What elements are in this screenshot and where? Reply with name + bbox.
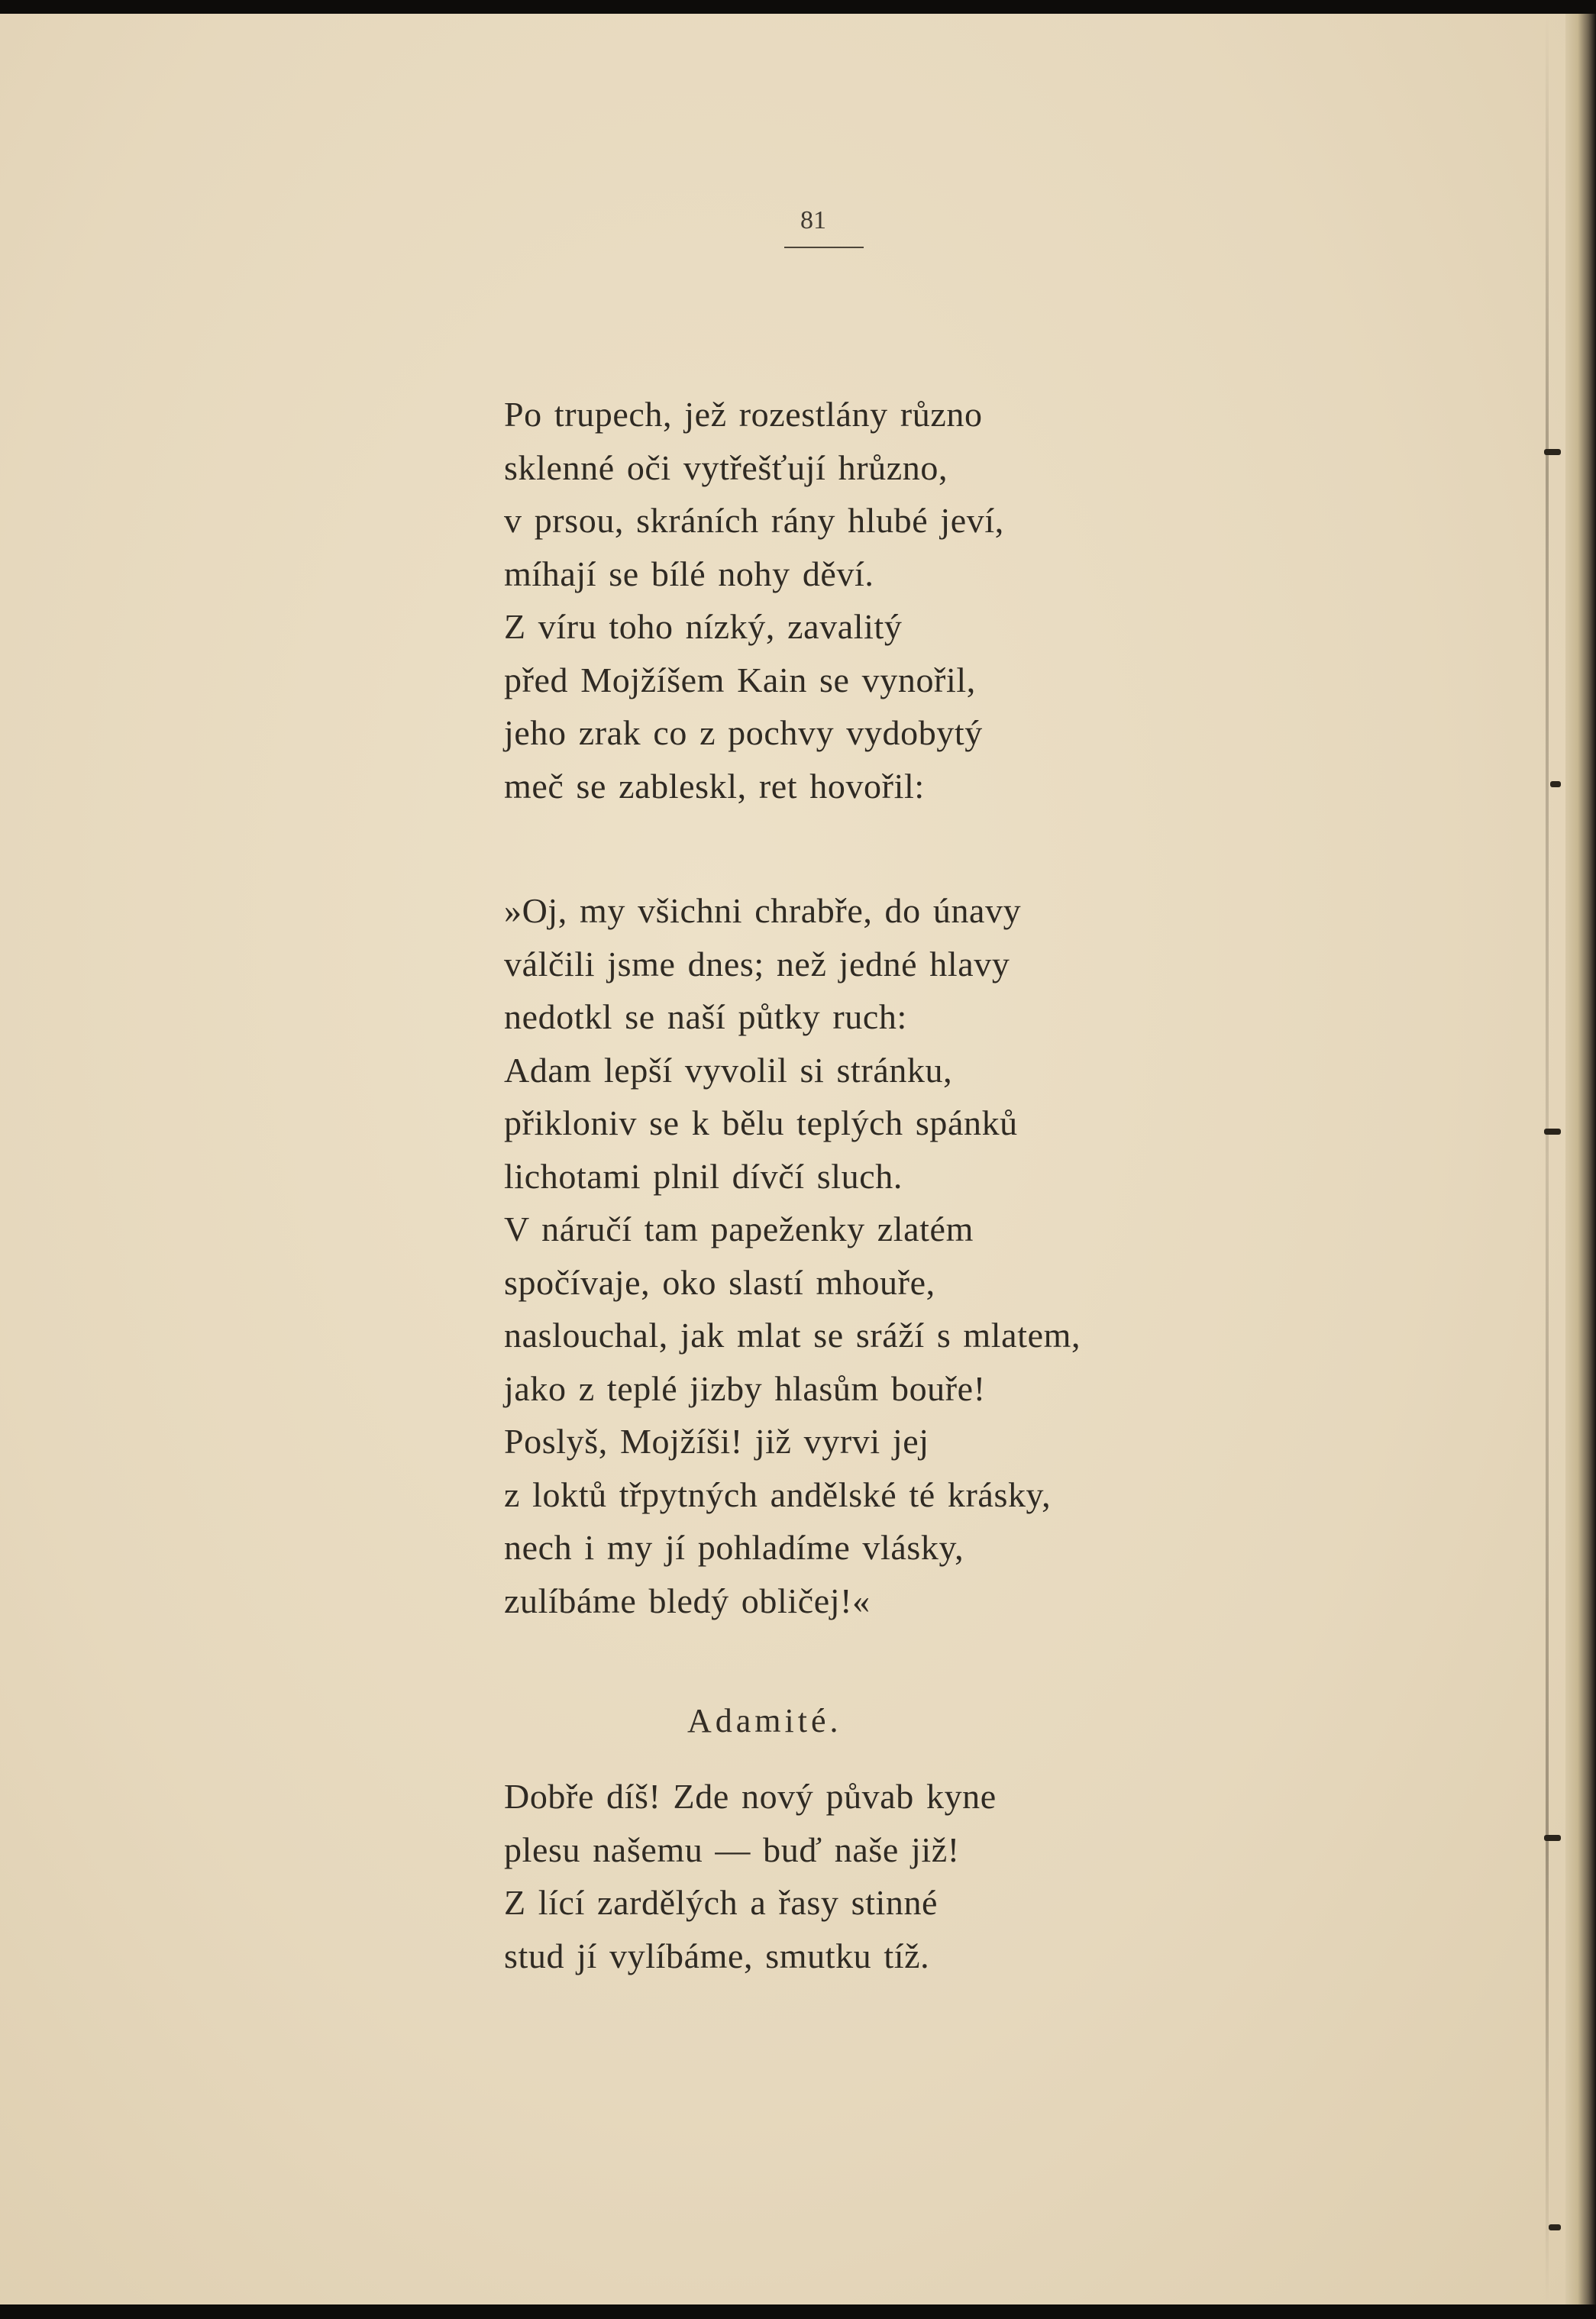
verse-line: Dobře díš! Zde nový půvab kyne [504, 1777, 997, 1816]
verse-line: lichotami plnil dívčí sluch. [504, 1156, 903, 1196]
verse-line: Z víru toho nízký, zavalitý [504, 607, 903, 646]
verse-line: Adam lepší vyvolil si stránku, [504, 1050, 953, 1090]
verse-line: Z lící zardělých a řasy stinné [504, 1883, 939, 1922]
binding-mark [1550, 781, 1561, 787]
poem-stanza-2 [504, 884, 1081, 1627]
verse-line: jako z teplé jizby hlasům bouře! [504, 1368, 986, 1408]
verse-line: před Mojžíšem Kain se vynořil, [504, 660, 976, 699]
verse-line: válčili jsme dnes; než jedné hlavy [504, 944, 1010, 983]
verse-line: v prsou, skráních rány hlubé jeví, [504, 501, 1004, 540]
verse-line: stud jí vylíbáme, smutku tíž. [504, 1936, 930, 1975]
page-number: 81 [800, 206, 826, 234]
poem-stanza-3 [504, 1770, 997, 1982]
page-gutter-shadow [1546, 14, 1549, 2304]
binding-mark [1544, 1835, 1561, 1841]
verse-line: míhají se bílé nohy děví. [504, 554, 874, 593]
verse-line: naslouchal, jak mlat se sráží s mlatem, [504, 1316, 1081, 1355]
binding-mark [1544, 1129, 1561, 1135]
verse-line: zulíbáme bledý obličej!« [504, 1581, 871, 1620]
book-page [0, 14, 1565, 2304]
verse-line: »Oj, my všichni chrabře, do únavy [504, 891, 1022, 930]
verse-line: přikloniv se k bělu teplých spánků [504, 1103, 1018, 1142]
verse-line: z loktů třpytných andělské té krásky, [504, 1474, 1052, 1514]
verse-line: meč se zableskl, ret hovořil: [504, 766, 925, 806]
verse-line: V náručí tam papeženky zlatém [504, 1210, 974, 1248]
verse-line: Poslyš, Mojžíši! již vyrvi jej [504, 1422, 929, 1461]
verse-line: sklenné oči vytřešťují hrůzno, [504, 447, 948, 487]
verse-line: jeho zrak co z pochvy vydobytý [504, 713, 983, 752]
verse-line: plesu našemu — buď naše již! [504, 1830, 960, 1869]
page-edge-shadow [1565, 14, 1596, 2304]
verse-line: spočívaje, oko slastí mhouře, [504, 1262, 935, 1302]
poem-stanza-1 [504, 388, 1004, 812]
page-number-underline [784, 247, 864, 248]
verse-line: nech i my jí pohladíme vlásky, [504, 1528, 964, 1567]
binding-mark [1549, 2224, 1561, 2230]
binding-mark [1544, 449, 1561, 455]
section-heading: Adamité. [687, 1702, 842, 1739]
verse-line: Po trupech, jež rozestlány různo [504, 395, 983, 434]
verse-line: nedotkl se naší půtky ruch: [504, 997, 907, 1036]
